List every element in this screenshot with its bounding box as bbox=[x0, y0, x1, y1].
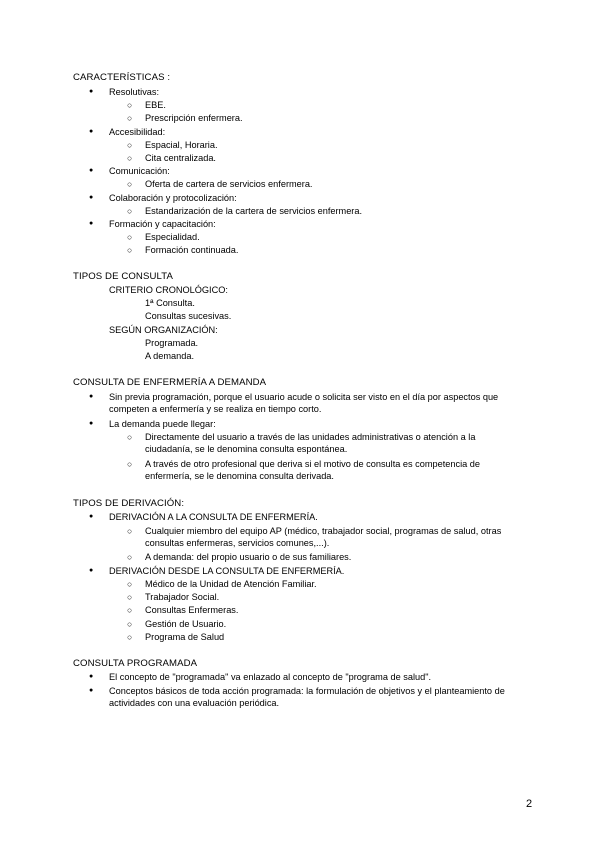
group-item: A demanda. bbox=[145, 351, 195, 361]
sub-item: Cita centralizada. bbox=[145, 153, 216, 163]
bullet-filled: ● bbox=[89, 420, 94, 427]
group-label-organizacion: SEGÚN ORGANIZACIÓN: bbox=[109, 325, 218, 335]
list-item-derivacion-a: DERIVACIÓN A LA CONSULTA DE ENFERMERÍA. bbox=[109, 512, 318, 522]
heading-caracteristicas: CARACTERÍSTICAS : bbox=[73, 72, 171, 83]
bullet-filled: ● bbox=[89, 220, 94, 227]
sub-item: EBE. bbox=[145, 100, 166, 110]
sub-item: Formación continuada. bbox=[145, 245, 239, 255]
bullet-hollow: ○ bbox=[127, 459, 133, 469]
heading-tipos-consulta: TIPOS DE CONSULTA bbox=[73, 271, 173, 282]
bullet-filled: ● bbox=[89, 393, 94, 400]
bullet-hollow: ○ bbox=[127, 179, 133, 189]
bullet-filled: ● bbox=[89, 673, 94, 680]
heading-programada: CONSULTA PROGRAMADA bbox=[73, 658, 198, 669]
bullet-filled: ● bbox=[89, 128, 94, 135]
bullet-hollow: ○ bbox=[127, 619, 133, 629]
bullet-hollow: ○ bbox=[127, 552, 133, 562]
list-item-colaboracion: Colaboración y protocolización: bbox=[109, 193, 237, 203]
heading-demanda: CONSULTA DE ENFERMERÍA A DEMANDA bbox=[73, 377, 267, 388]
sub-item: Estandarización de la cartera de servicios enfermera. bbox=[145, 206, 363, 216]
sub-item: Cualquier miembro del equipo AP (médico, trabajador social, programas de salud, otras consultas enfermeras, servicios comunes,...). bbox=[145, 526, 502, 548]
bullet-filled: ● bbox=[89, 88, 94, 95]
bullet-filled: ● bbox=[89, 513, 94, 520]
bullet-hollow: ○ bbox=[127, 140, 133, 150]
group-label-cronologico: CRITERIO CRONOLÓGICO: bbox=[109, 285, 228, 295]
bullet-filled: ● bbox=[89, 567, 94, 574]
bullet-filled: ● bbox=[89, 167, 94, 174]
group-item: Consultas sucesivas. bbox=[145, 311, 232, 321]
list-item-programada-concepto: El concepto de "programada" va enlazado al concepto de "programa de salud". bbox=[109, 672, 432, 682]
sub-item: Espacial, Horaria. bbox=[145, 140, 218, 150]
bullet-hollow: ○ bbox=[127, 632, 133, 642]
bullet-hollow: ○ bbox=[127, 605, 133, 615]
sub-item: A demanda: del propio usuario o de sus familiares. bbox=[145, 552, 352, 562]
bullet-hollow: ○ bbox=[127, 232, 133, 242]
sub-item: Médico de la Unidad de Atención Familiar. bbox=[145, 579, 317, 589]
list-item-programada-conceptos-basicos: Conceptos básicos de toda acción programada: la formulación de objetivos y el planteamiento de actividades con una evaluación periódica. bbox=[109, 686, 505, 708]
bullet-hollow: ○ bbox=[127, 432, 133, 442]
sub-item: Consultas Enfermeras. bbox=[145, 605, 239, 615]
list-item-comunicacion: Comunicación: bbox=[109, 166, 170, 176]
sub-item: Especialidad. bbox=[145, 232, 200, 242]
bullet-hollow: ○ bbox=[127, 113, 133, 123]
list-item-resolutivas: Resolutivas: bbox=[109, 87, 160, 97]
heading-derivacion: TIPOS DE DERIVACIÓN: bbox=[73, 498, 185, 509]
bullet-hollow: ○ bbox=[127, 100, 133, 110]
list-item-demanda-llegar: La demanda puede llegar: bbox=[109, 419, 216, 429]
sub-item: Prescripción enfermera. bbox=[145, 113, 243, 123]
bullet-filled: ● bbox=[89, 194, 94, 201]
sub-item: Trabajador Social. bbox=[145, 592, 220, 602]
bullet-hollow: ○ bbox=[127, 245, 133, 255]
bullet-filled: ● bbox=[89, 687, 94, 694]
group-item: 1ª Consulta. bbox=[145, 298, 195, 308]
sub-item: Oferta de cartera de servicios enfermera. bbox=[145, 179, 313, 189]
sub-item: Gestión de Usuario. bbox=[145, 619, 227, 629]
sub-item: Directamente del usuario a través de las unidades administrativas o atención a la ciudadanía, se le denomina consulta espontánea. bbox=[145, 432, 476, 454]
sub-item: A través de otro profesional que deriva si el motivo de consulta es competencia de enfermería, se le denomina consulta derivada. bbox=[145, 459, 481, 481]
list-item-sin-previa: Sin previa programación, porque el usuario acude o solicita ser visto en el día por aspectos que competen a enfermería y se realiza en tiempo corto. bbox=[109, 392, 499, 414]
list-item-derivacion-desde: DERIVACIÓN DESDE LA CONSULTA DE ENFERMERÍA. bbox=[109, 566, 345, 576]
bullet-hollow: ○ bbox=[127, 206, 133, 216]
page-number: 2 bbox=[526, 798, 533, 810]
bullet-hollow: ○ bbox=[127, 526, 133, 536]
list-item-formacion: Formación y capacitación: bbox=[109, 219, 216, 229]
bullet-hollow: ○ bbox=[127, 579, 133, 589]
sub-item: Programa de Salud bbox=[145, 632, 225, 642]
bullet-hollow: ○ bbox=[127, 592, 133, 602]
group-item: Programada. bbox=[145, 338, 199, 348]
list-item-accesibilidad: Accesibilidad: bbox=[109, 127, 166, 137]
bullet-hollow: ○ bbox=[127, 153, 133, 163]
